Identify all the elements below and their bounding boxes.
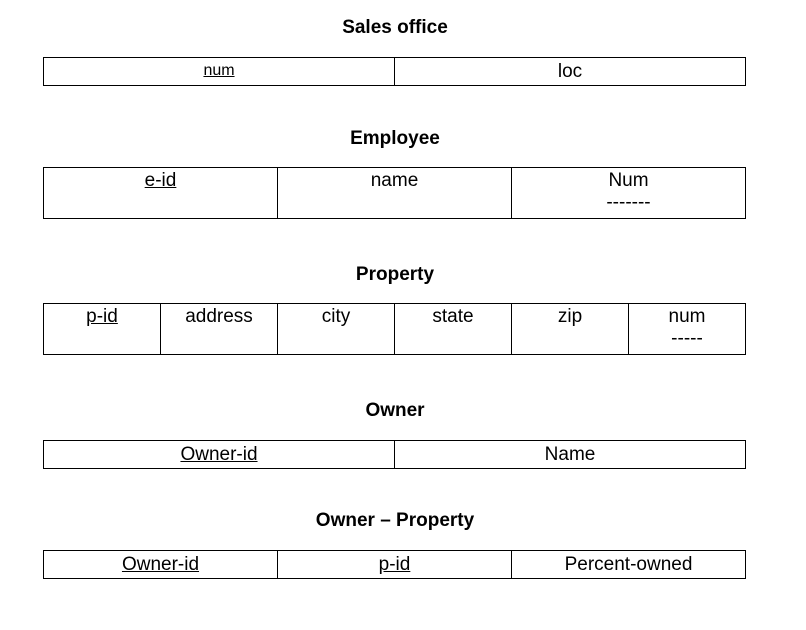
column-num-key: num [203,62,235,79]
relation-table-owner [43,440,746,469]
column-e-id-key: e-id [144,170,177,191]
column-owner-name: Name [544,444,596,465]
relation-table-sales-office [43,57,746,86]
foreign-key-marker: ----- [671,328,703,349]
relation-title-owner: Owner [365,400,425,421]
column-p-id-key: p-id [86,306,118,327]
relation-table-property [43,303,746,355]
relation-table-employee [43,167,746,219]
relation-title-owner-property: Owner – Property [315,510,475,531]
relation-title-property: Property [355,264,435,285]
column-loc: loc [557,61,583,82]
column-num-fk: Num [608,170,649,191]
relation-table-owner-property [43,550,746,579]
column-zip: zip [557,306,583,327]
column-name: name [370,170,419,191]
relation-title-sales-office: Sales office [342,17,448,38]
column-address: address [185,306,253,327]
column-owner-id-key: Owner-id [180,444,258,465]
column-num-fk: num [668,306,706,327]
foreign-key-marker: ------- [606,192,651,213]
relation-title-employee: Employee [350,128,440,149]
column-city: city [321,306,351,327]
column-percent-owned: Percent-owned [564,554,693,575]
column-state: state [432,306,474,327]
column-owner-id-key: Owner-id [121,554,200,575]
column-p-id-key: p-id [378,554,411,575]
